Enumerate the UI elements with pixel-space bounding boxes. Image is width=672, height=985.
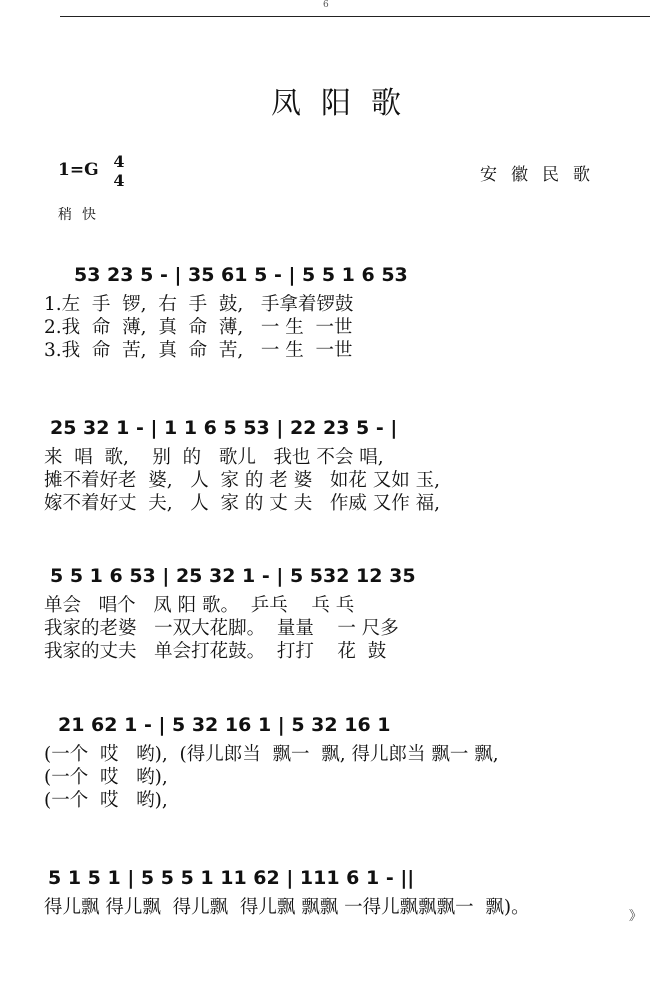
lyric-verse-2: (一个 哎 哟),: [44, 767, 168, 788]
lyric-verse-1: 得儿飘 得儿飘 得儿飘 得儿飘 飘飘 一得儿飘飘飘一 飘)。: [44, 897, 530, 918]
notation-line: 25 32 1 - | 1 1 6 5 53 | 22 23 5 - |: [50, 417, 398, 439]
page-end-mark: 》: [628, 909, 642, 924]
lyric-verse-2: 摊不着好老 婆, 人 家 的 老 婆 如花 又如 玉,: [44, 470, 440, 491]
lyric-verse-1: 来 唱 歌, 别 的 歌儿 我也 不会 唱,: [44, 447, 384, 468]
key-signature: 1=G: [58, 160, 99, 180]
notation-line: 5 1 5 1 | 5 5 5 1 11 62 | 111 6 1 - ||: [48, 867, 415, 889]
lyric-verse-1: 1.左 手 锣, 右 手 鼓, 手拿着锣鼓: [44, 294, 354, 315]
score-row-1: [0, 242, 672, 382]
tempo-marking: 稍快: [58, 207, 106, 223]
score-row-2: [0, 395, 672, 535]
lyric-verse-2: 2.我 命 薄, 真 命 薄, 一 生 一世: [44, 317, 353, 338]
lyric-verse-3: 嫁不着好丈 夫, 人 家 的 丈 夫 作威 又作 福,: [44, 493, 440, 514]
notation-line: 53 23 5 - | 35 61 5 - | 5 5 1 6 53: [74, 264, 408, 286]
score-row-5: [0, 845, 672, 985]
lyric-verse-3: 我家的丈夫 单会打花鼓。 打打 花 鼓: [44, 641, 387, 662]
lyric-verse-1: 单会 唱个 凤 阳 歌。 乒乓 乓 乓: [44, 595, 355, 616]
score-row-4: [0, 692, 672, 832]
lyric-verse-1: (一个 哎 哟), (得儿郎当 飘一 飘, 得儿郎当 飘一 飘,: [44, 744, 499, 765]
top-rule: [60, 16, 650, 17]
score-row-3: [0, 543, 672, 683]
notation-line: 5 5 1 6 53 | 25 32 1 - | 5 532 12 35: [50, 565, 416, 587]
meter-top: 4: [113, 152, 125, 171]
song-title: 凤阳歌: [271, 86, 421, 121]
song-source: 安徽民歌: [480, 165, 604, 185]
notation-line: 21 62 1 - | 5 32 16 1 | 5 32 16 1: [58, 714, 391, 736]
page-marker: 6: [323, 0, 329, 10]
lyric-verse-2: 我家的老婆 一双大花脚。 量量 一 尺多: [44, 618, 399, 639]
lyric-verse-3: 3.我 命 苦, 真 命 苦, 一 生 一世: [44, 340, 353, 361]
lyric-verse-3: (一个 哎 哟),: [44, 790, 168, 811]
time-signature: [112, 152, 126, 190]
meter-bottom: 4: [113, 171, 125, 190]
